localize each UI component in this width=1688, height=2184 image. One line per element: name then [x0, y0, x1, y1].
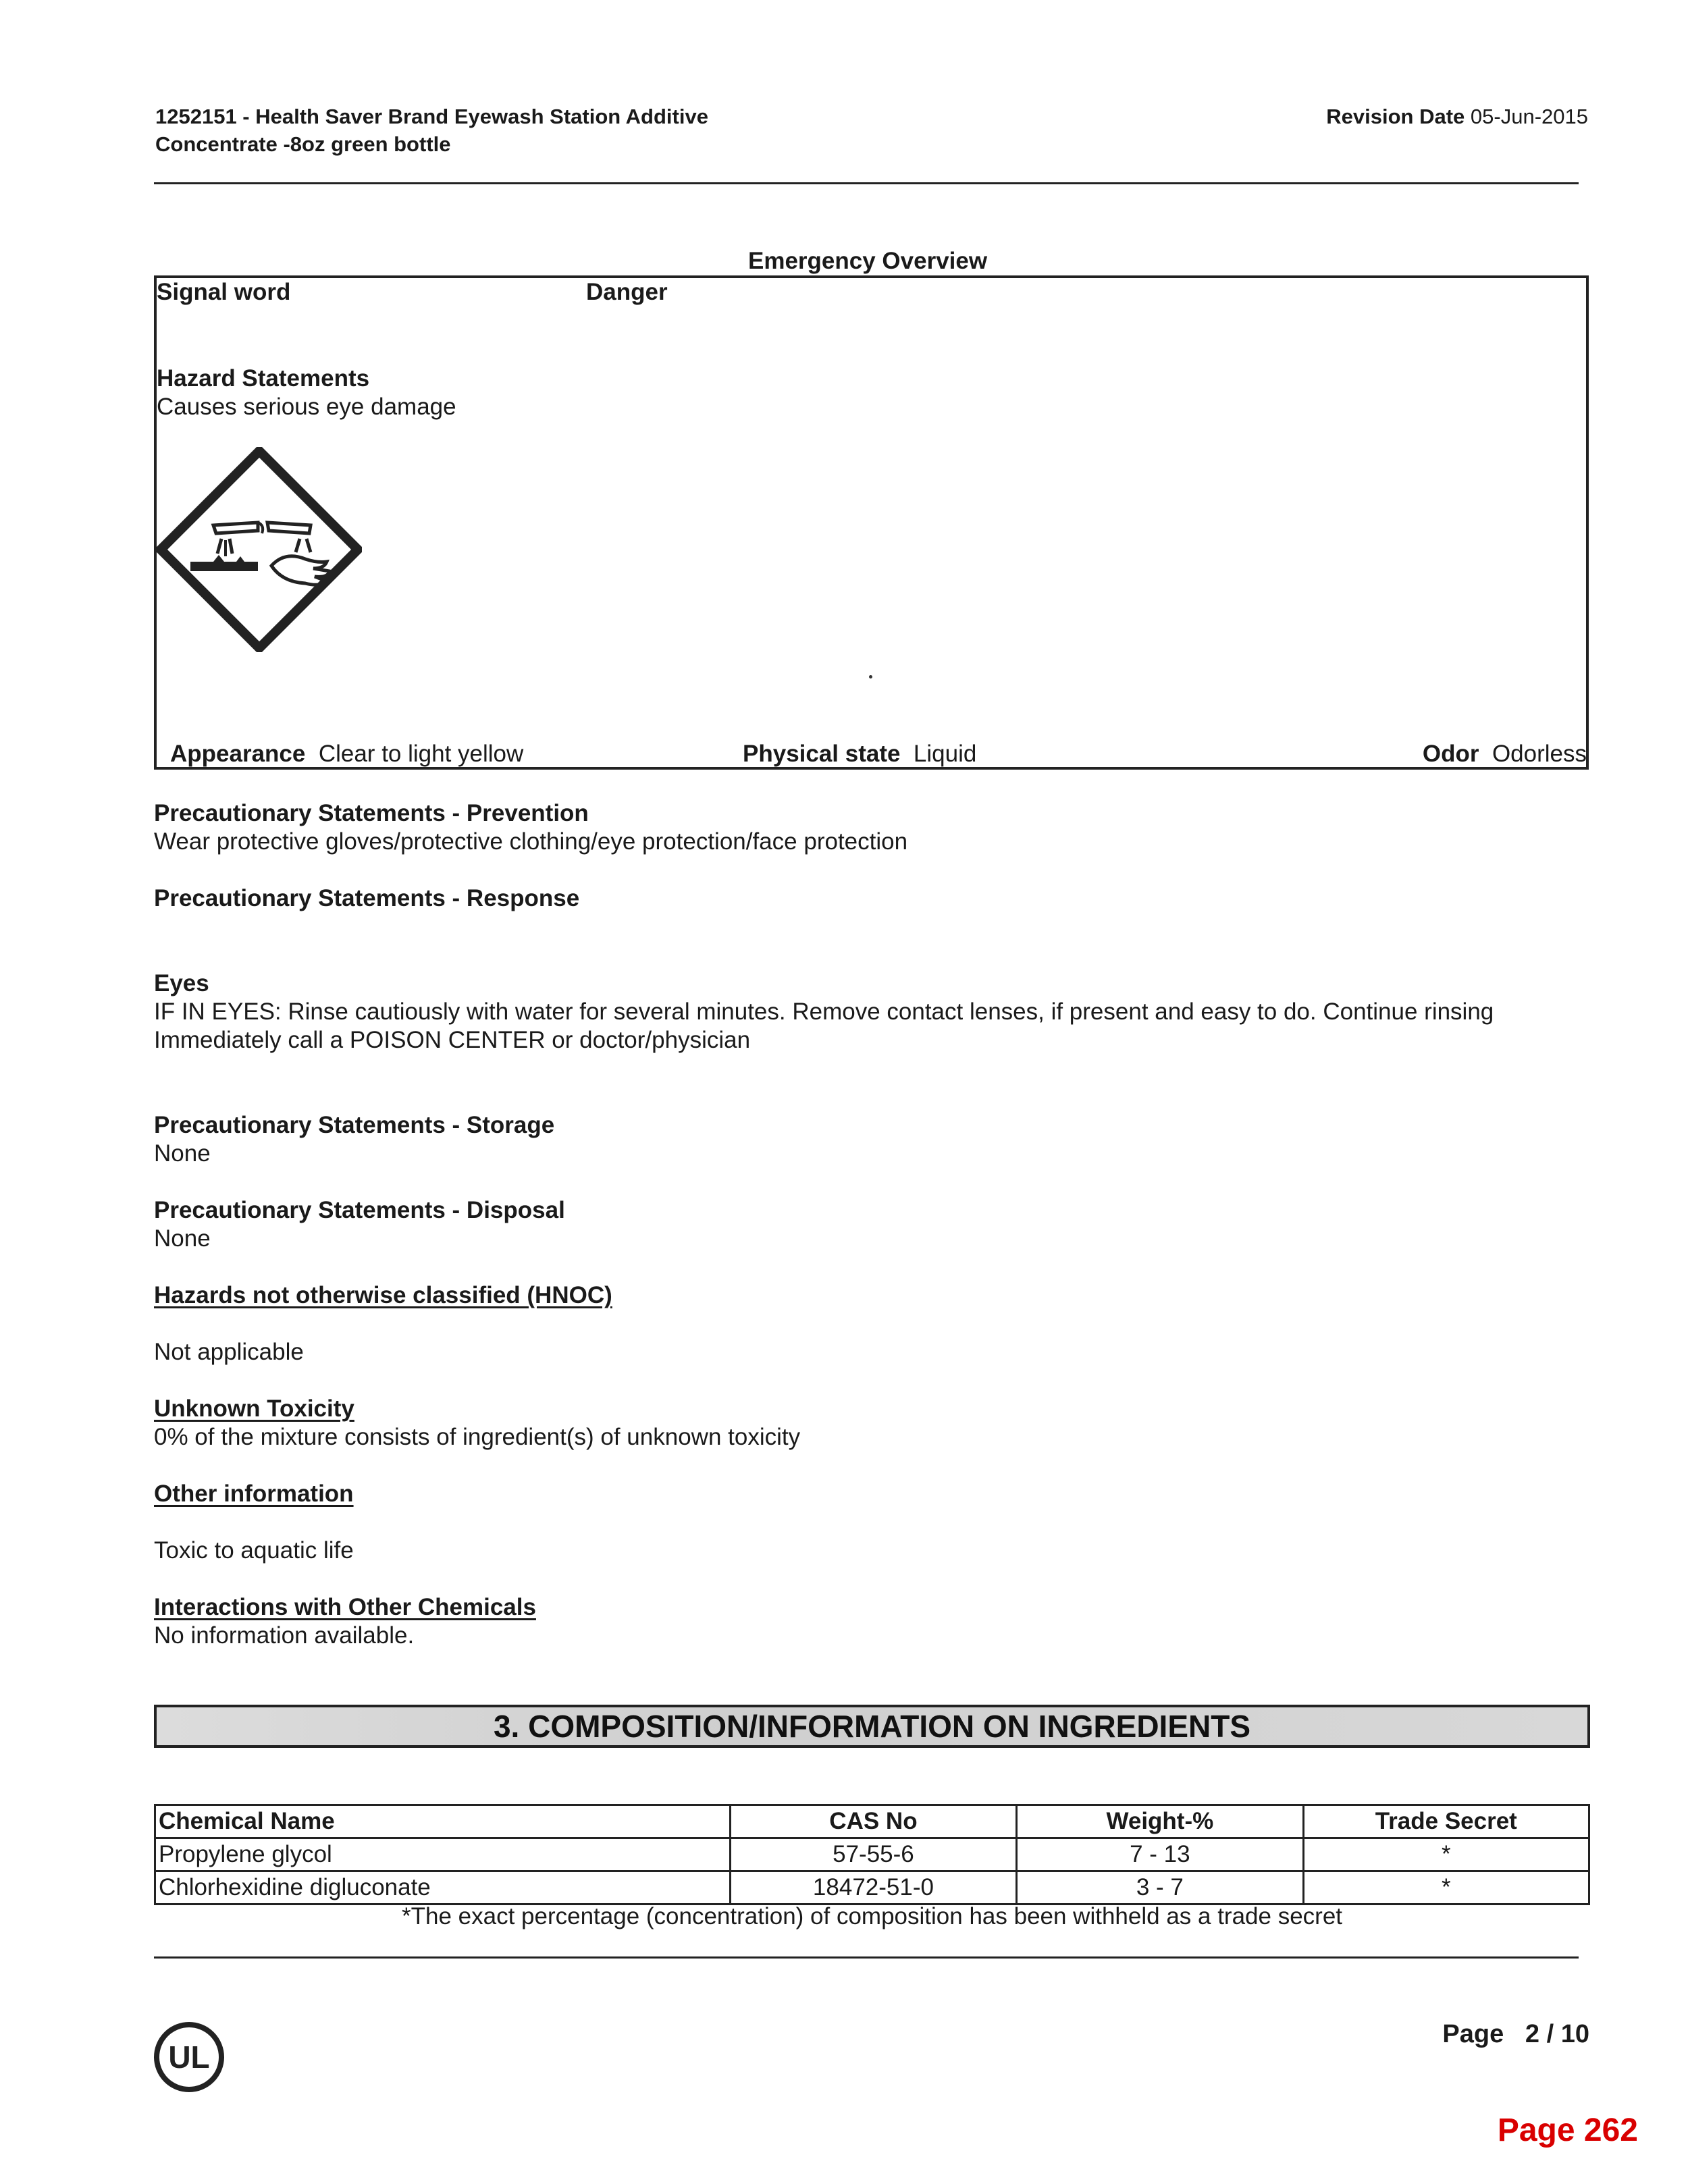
- cell-cas-no: 18472-51-0: [730, 1871, 1016, 1905]
- cell-weight: 3 - 7: [1017, 1871, 1303, 1905]
- odor-value: Odorless: [1492, 741, 1587, 767]
- physical-state-field: [743, 740, 976, 768]
- eyes-text-line2: Immediately call a POISON CENTER or doctor/physician: [154, 1027, 751, 1053]
- page-label: Page: [1442, 2020, 1504, 2048]
- column-header-chemical-name: Chemical Name: [155, 1805, 731, 1838]
- other-information-heading: Other information: [154, 1481, 354, 1507]
- revision-label: Revision Date: [1326, 105, 1465, 128]
- product-title-line1: 1252151 - Health Saver Brand Eyewash Station Additive: [155, 105, 708, 128]
- unknown-toxicity-text: 0% of the mixture consists of ingredient(s) of unknown toxicity: [154, 1424, 801, 1450]
- appearance-field: [170, 740, 523, 768]
- section-3-title: 3. COMPOSITION/INFORMATION ON INGREDIENTS: [493, 1709, 1251, 1744]
- signal-word-label: Signal word: [157, 279, 291, 305]
- page-number: 2 / 10: [1525, 2020, 1589, 2048]
- composition-table: [154, 1804, 1590, 1905]
- speck-dot: [869, 675, 872, 678]
- hazard-statement: Causes serious eye damage: [157, 394, 456, 420]
- hnoc-heading: Hazards not otherwise classified (HNOC): [154, 1282, 612, 1308]
- hazard-statements-label: Hazard Statements: [157, 365, 370, 392]
- column-header-cas-no: CAS No: [730, 1805, 1016, 1838]
- storage-text: None: [154, 1140, 211, 1167]
- unknown-toxicity-heading: Unknown Toxicity: [154, 1395, 354, 1422]
- storage-heading: Precautionary Statements - Storage: [154, 1112, 555, 1138]
- cell-cas-no: 57-55-6: [730, 1838, 1016, 1871]
- emergency-overview-box: [154, 275, 1589, 770]
- response-heading: Precautionary Statements - Response: [154, 885, 580, 911]
- column-header-weight: Weight-%: [1017, 1805, 1303, 1838]
- cell-trade-secret: *: [1303, 1838, 1589, 1871]
- footer-divider: [154, 1956, 1579, 1959]
- eyes-text-line1: IF IN EYES: Rinse cautiously with water for several minutes. Remove contact lenses, if present and easy to do. Continue rinsing: [154, 998, 1494, 1025]
- emergency-overview-title: Emergency Overview: [748, 248, 988, 274]
- prevention-heading: Precautionary Statements - Prevention: [154, 800, 589, 826]
- cell-chemical-name: Chlorhexidine digluconate: [155, 1871, 731, 1905]
- odor-field: [1423, 740, 1587, 768]
- other-information-text: Toxic to aquatic life: [154, 1537, 354, 1564]
- eyes-heading: Eyes: [154, 970, 209, 996]
- composition-footnote: *The exact percentage (concentration) of composition has been withheld as a trade secret: [401, 1903, 1343, 1929]
- appearance-value: Clear to light yellow: [318, 741, 524, 767]
- column-header-trade-secret: Trade Secret: [1303, 1805, 1589, 1838]
- table-row: [155, 1871, 1589, 1905]
- page-indicator: [1442, 2019, 1589, 2050]
- corrosion-pictogram-icon: [157, 447, 362, 652]
- ul-logo-icon: [153, 2021, 226, 2094]
- ul-logo-text: UL: [168, 2040, 210, 2075]
- cell-trade-secret: *: [1303, 1871, 1589, 1905]
- hnoc-text: Not applicable: [154, 1339, 304, 1365]
- prevention-text: Wear protective gloves/protective clothing/eye protection/face protection: [154, 828, 908, 855]
- interactions-text: No information available.: [154, 1622, 415, 1649]
- cell-chemical-name: Propylene glycol: [155, 1838, 731, 1871]
- disposal-text: None: [154, 1225, 211, 1252]
- appearance-label: Appearance: [170, 741, 306, 767]
- cell-weight: 7 - 13: [1017, 1838, 1303, 1871]
- physical-state-value: Liquid: [913, 741, 977, 767]
- table-header-row: [155, 1805, 1589, 1838]
- odor-label: Odor: [1422, 741, 1479, 767]
- header-divider: [154, 182, 1579, 184]
- product-title-line2: Concentrate -8oz green bottle: [155, 132, 451, 156]
- table-row: [155, 1838, 1589, 1871]
- revision-date: [1326, 103, 1588, 131]
- page-stamp: Page 262: [1497, 2112, 1638, 2148]
- signal-word-value: Danger: [586, 279, 668, 305]
- interactions-heading: Interactions with Other Chemicals: [154, 1594, 536, 1620]
- section-3-banner: [154, 1705, 1590, 1748]
- revision-date-value: 05-Jun-2015: [1470, 105, 1588, 128]
- physical-state-label: Physical state: [743, 741, 901, 767]
- disposal-heading: Precautionary Statements - Disposal: [154, 1197, 565, 1223]
